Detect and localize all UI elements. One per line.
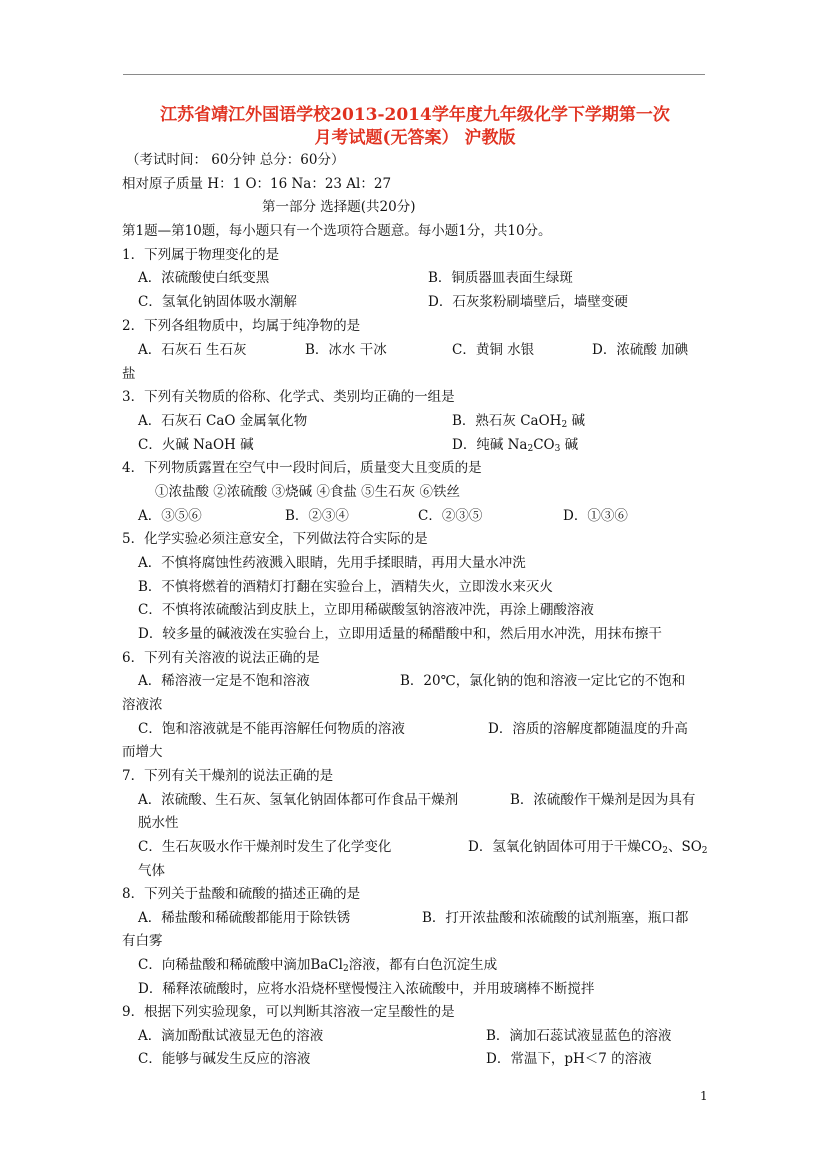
- q5-option-d: D．较多量的碱液泼在实验台上，立即用适量的稀醋酸中和，然后用水冲洗，用抹布擦干: [138, 626, 662, 642]
- q2-option-d: D．浓硫酸 加碘: [592, 342, 689, 358]
- q6-option-a: A．稀溶液一定是不饱和溶液: [138, 673, 310, 689]
- q6-stem: 6．下列有关溶液的说法正确的是: [122, 650, 320, 666]
- document-title-line1: 江苏省靖江外国语学校2013-2014学年度九年级化学下学期第一次: [160, 105, 670, 125]
- q1-option-c: C．氢氧化钠固体吸水潮解: [138, 294, 297, 310]
- q6-option-b: B．20℃，氯化钠的饱和溶液一定比它的不饱和: [400, 673, 686, 689]
- page-number: 1: [700, 1089, 708, 1103]
- q7-option-d-continued: 气体: [138, 863, 165, 879]
- q4-stem: 4．下列物质露置在空气中一段时间后，质量变大且变质的是: [122, 460, 482, 476]
- q4-items: ①浓盐酸 ②浓硫酸 ③烧碱 ④食盐 ⑤生石灰 ⑥铁丝: [155, 484, 460, 500]
- q4-option-b: B．②③④: [285, 508, 349, 524]
- q8-option-b-continued: 有白雾: [122, 933, 163, 949]
- q5-stem: 5．化学实验必须注意安全，下列做法符合实际的是: [122, 531, 428, 547]
- q2-option-b: B．冰水 干冰: [305, 342, 387, 358]
- q5-option-a: A．不慎将腐蚀性药液溅入眼睛，先用手揉眼睛，再用大量水冲洗: [138, 555, 526, 571]
- q6-option-b-continued: 溶液浓: [122, 697, 163, 713]
- q2-option-a: A．石灰石 生石灰: [138, 342, 247, 358]
- q1-option-b: B．铜质器皿表面生绿斑: [428, 270, 573, 286]
- q7-option-b-continued: 脱水性: [138, 815, 179, 831]
- q9-option-c: C．能够与碱发生反应的溶液: [138, 1051, 311, 1067]
- q9-option-d: D．常温下，pH＜7 的溶液: [486, 1051, 652, 1067]
- q7-option-a: A．浓硫酸、生石灰、氢氧化钠固体都可作食品干燥剂: [138, 792, 459, 808]
- instructions: 第1题—第10题，每小题只有一个选项符合题意。每小题1分，共10分。: [122, 223, 552, 239]
- exam-info: （考试时间： 60分钟 总分：60分）: [126, 152, 345, 168]
- q7-option-c: C．生石灰吸水作干燥剂时发生了化学变化: [138, 839, 392, 855]
- atomic-mass: 相对原子质量 H：1 O：16 Na：23 Al：27: [122, 176, 392, 192]
- q2-option-d-continued: 盐: [122, 366, 136, 382]
- q8-option-c: C．向稀盐酸和稀硫酸中滴加BaCl$_2$溶液，都有白色沉淀生成: [138, 957, 498, 974]
- q4-option-a: A．③⑤⑥: [138, 508, 202, 524]
- q9-stem: 9．根据下列实验现象，可以判断其溶液一定呈酸性的是: [122, 1004, 455, 1020]
- q2-stem: 2．下列各组物质中，均属于纯净物的是: [122, 318, 361, 334]
- q7-stem: 7．下列有关干燥剂的说法正确的是: [122, 768, 334, 784]
- q2-option-c: C．黄铜 水银: [452, 342, 535, 358]
- q7-option-d: D．氢氧化钠固体可用于干燥$CO_2$、$SO_2$: [468, 839, 708, 856]
- q3-stem: 3．下列有关物质的俗称、化学式、类别均正确的一组是: [122, 389, 455, 405]
- q3-option-a: A．石灰石 CaO 金属氧化物: [138, 413, 308, 429]
- q4-option-c: C．②③⑤: [418, 508, 483, 524]
- q9-option-a: A．滴加酚酞试液显无色的溶液: [138, 1028, 324, 1044]
- header-rule: [123, 74, 705, 75]
- document-title-line2: 月考试题(无答案） 沪教版: [314, 128, 516, 148]
- q3-option-d: D．纯碱 $Na_2CO_3$ 碱: [452, 437, 579, 454]
- q8-option-a: A．稀盐酸和稀硫酸都能用于除铁锈: [138, 910, 351, 926]
- q8-option-b: B．打开浓盐酸和浓硫酸的试剂瓶塞，瓶口都: [422, 910, 689, 926]
- q6-option-d-continued: 而增大: [122, 744, 163, 760]
- q9-option-b: B．滴加石蕊试液显蓝色的溶液: [486, 1028, 672, 1044]
- q8-stem: 8．下列关于盐酸和硫酸的描述正确的是: [122, 886, 361, 902]
- q5-option-c: C．不慎将浓硫酸沾到皮肤上，立即用稀碳酸氢钠溶液冲洗，再涂上硼酸溶液: [138, 602, 594, 618]
- part-heading: 第一部分 选择题(共20分): [262, 199, 416, 215]
- q6-option-d: D．溶质的溶解度都随温度的升高: [488, 721, 688, 737]
- q7-option-b: B．浓硫酸作干燥剂是因为具有: [510, 792, 696, 808]
- q3-option-b: B．熟石灰 CaOH$_2$ 碱: [452, 413, 585, 430]
- q3-option-c: C．火碱 NaOH 碱: [138, 437, 254, 453]
- q4-option-d: D．①③⑥: [563, 508, 628, 524]
- q8-option-d: D．稀释浓硫酸时，应将水沿烧杯壁慢慢注入浓硫酸中，并用玻璃棒不断搅拌: [138, 981, 595, 997]
- q1-option-d: D．石灰浆粉刷墙壁后，墙壁变硬: [428, 294, 628, 310]
- q1-option-a: A．浓硫酸使白纸变黑: [138, 270, 270, 286]
- q1-stem: 1．下列属于物理变化的是: [122, 247, 280, 263]
- q5-option-b: B．不慎将燃着的酒精灯打翻在实验台上，酒精失火，立即泼水来灭火: [138, 579, 553, 595]
- q6-option-c: C．饱和溶液就是不能再溶解任何物质的溶液: [138, 721, 405, 737]
